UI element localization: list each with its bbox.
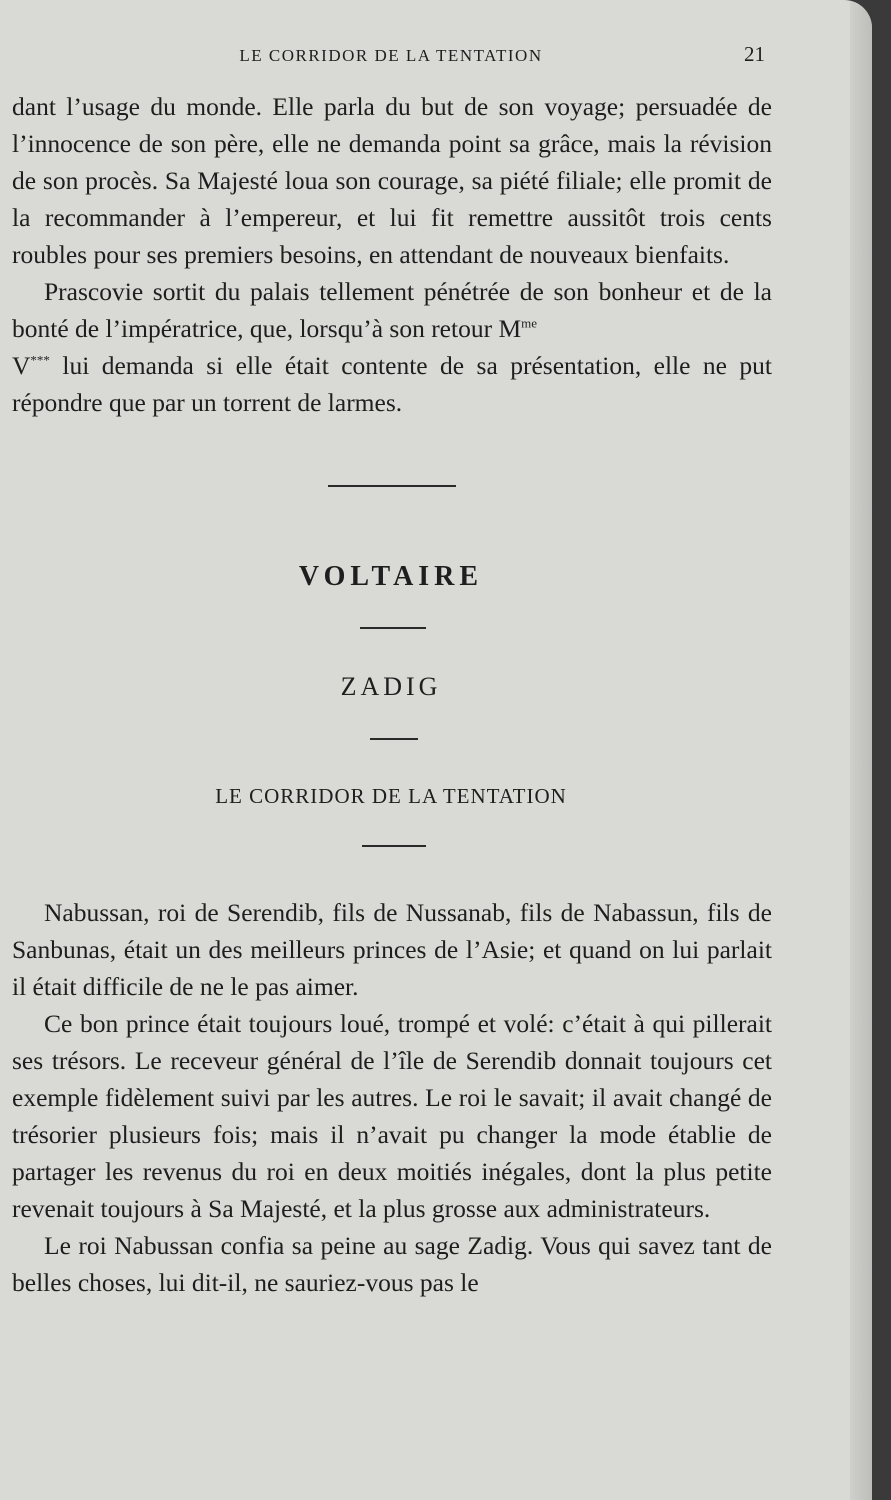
chapter-title: LE CORRIDOR DE LA TENTATION bbox=[215, 784, 567, 808]
paragraph-text: Prascovie sortit du palais tellement pénétrée de son bonheur et de la bonté de l’impératrice, que, lorsqu’à son retour M bbox=[12, 277, 772, 343]
superscript-me: me bbox=[521, 315, 538, 331]
paragraph-zadig: Le roi Nabussan confia sa peine au sage Zadig. Vous qui savez tant de belles choses, lui dit-il, ne sauriez-vous pas le bbox=[12, 1231, 772, 1297]
paragraph-bon-prince: Ce bon prince était toujours loué, trompé et volé: c’était à qui pillerait ses trésors. Le receveur général de l’île de Serendib donnait toujours cet exemple fidèlement suivi par les autres. Le roi le savait; il avait changé de trésorier plusieurs fois; mais il n’avait pu changer la mode établie de partager les revenus du roi en deux moitiés inégales, dont la plus petite revenait toujours à Sa Majesté, et la plus grosse aux administrateurs. bbox=[12, 1009, 772, 1223]
work-title: ZADIG bbox=[340, 672, 442, 701]
paragraph-nabussan: Nabussan, roi de Serendib, fils de Nussanab, fils de Nabassun, fils de Sanbunas, était un des meilleurs princes de l’Asie; et quand on lui parlait il était difficile de ne le pas aimer. bbox=[12, 898, 772, 1001]
running-title: LE CORRIDOR DE LA TENTATION bbox=[239, 46, 543, 65]
superscript-stars: *** bbox=[30, 352, 50, 368]
short-divider bbox=[370, 738, 418, 740]
short-divider bbox=[362, 845, 426, 847]
paragraph-continued: dant l’usage du monde. Elle parla du but de son voyage; persuadée de l’innocence de son père, elle ne demanda point sa grâce, mais la révision de son procès. Sa Majesté loua son courage, sa piété filiale; elle promit de la recommander à l’empereur, et lui fit remettre aussitôt trois cents roubles pour ses premiers besoins, en attendant de nouveaux bienfaits. bbox=[12, 92, 772, 269]
paragraph-text: V bbox=[12, 351, 31, 380]
short-divider bbox=[360, 627, 426, 629]
paragraph-text: lui demanda si elle était contente de sa présentation, elle ne put répondre que par un torrent de larmes. bbox=[12, 351, 772, 417]
paragraph-prascovie bbox=[12, 273, 772, 421]
top-text-block bbox=[12, 88, 772, 421]
section-divider bbox=[328, 485, 456, 487]
body-text-block bbox=[12, 894, 772, 1301]
page-number: 21 bbox=[744, 42, 765, 66]
author-heading: VOLTAIRE bbox=[298, 561, 484, 592]
page-edge bbox=[850, 0, 872, 1500]
